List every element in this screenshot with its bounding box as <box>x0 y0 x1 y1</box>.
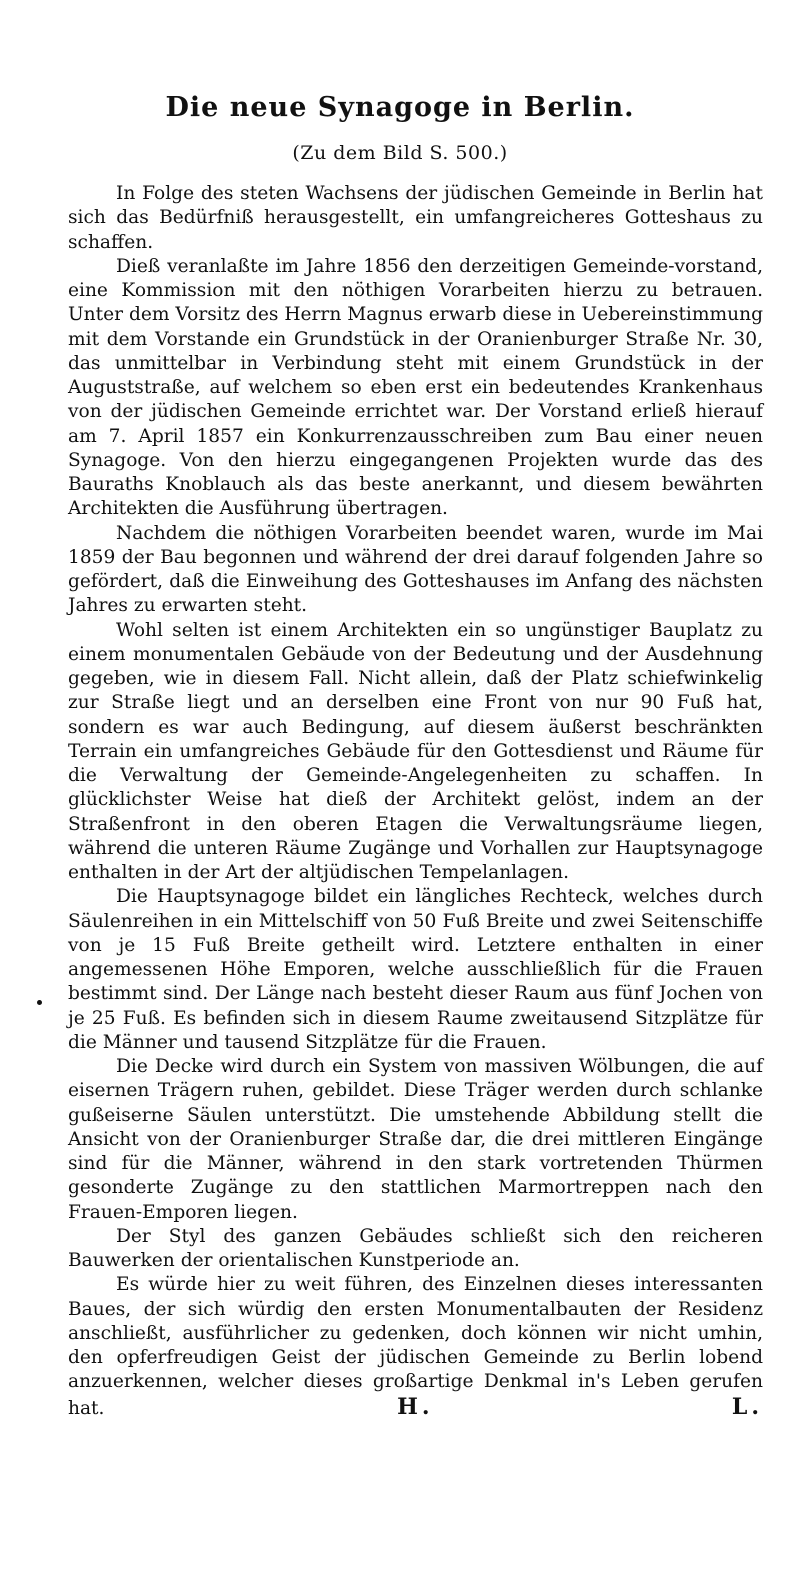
article-subtitle: (Zu dem Bild S. 500.) <box>292 142 508 164</box>
article-body <box>68 182 763 1421</box>
final-paragraph <box>68 1273 763 1421</box>
paragraph: Die Hauptsynagoge bildet ein längliches Rechteck, welches durch Säulenreihen in ein Mittelschiff von 50 Fuß Breite und zwei Seitenschiffe von je 15 Fuß Breite getheilt wird. Letztere enthalten in einer angemessenen Höhe Emporen, welche ausschließlich für die Frauen bestimmt sind. Der Länge nach besteht dieser Raum aus fünf Jochen von je 25 Fuß. Es befinden sich in diesem Raume zweitausend Sitzplätze für die Männer und tausend Sitzplätze für die Frauen. <box>68 886 763 1053</box>
paragraph: Nachdem die nöthigen Vorarbeiten beendet waren, wurde im Mai 1859 der Bau begonnen und während der drei darauf folgenden Jahre so gefördert, daß die Einweihung des Gotteshauses im Anfang des nächsten Jahres zu erwarten steht. <box>68 522 763 617</box>
paragraph-text: Es würde hier zu weit führen, des Einzelnen dieses interessanten Baues, der sich würdig den ersten Monumentalbauten der Residenz anschließt, ausführlicher zu gedenken, doch können wir nicht umhin, den opferfreudigen Geist der jüdischen Gemeinde zu Berlin lobend anzuerkennen, welcher dieses großartige Denkmal in's Leben gerufen hat. <box>68 1274 763 1419</box>
paragraph: Der Styl des ganzen Gebäudes schließt sich den reicheren Bauwerken der orientalischen Kunstperiode an. <box>68 1225 763 1271</box>
paragraph: In Folge des steten Wachsens der jüdischen Gemeinde in Berlin hat sich das Bedürfniß herausgestellt, ein umfangreicheres Gotteshaus zu schaffen. <box>68 183 763 253</box>
ink-speck <box>37 1000 42 1005</box>
paragraph: Die Decke wird durch ein System von massiven Wölbungen, die auf eisernen Trägern ruhen, gebildet. Diese Träger werden durch schlanke gußeiserne Säulen unterstützt. Die umstehende Abbildung stellt die Ansicht von der Oranienburger Straße dar, die drei mittleren Eingänge sind für die Männer, während in den stark vortretenden Thürmen gesonderte Zugänge zu den stattlichen Marmortreppen nach den Frauen-Emporen liegen. <box>68 1056 763 1223</box>
paragraph: Wohl selten ist einem Architekten ein so ungünstiger Bauplatz zu einem monumentalen Gebäude von der Bedeutung und der Ausdehnung gegeben, wie in diesem Fall. Nicht allein, daß der Platz schiefwinkelig zur Straße liegt und an derselben eine Front von nur 90 Fuß hat, sondern es war auch Bedingung, auf diesem äußerst beschränkten Terrain ein umfangreiches Gebäude für den Gottesdienst und Räume für die Verwaltung der Gemeinde-Angelegenheiten zu schaffen. In glücklichster Weise hat dieß der Architekt gelöst, indem an der Straßenfront in den oberen Etagen die Verwaltungsräume liegen, während die unteren Räume Zugänge und Vorhallen zur Hauptsynagoge enthalten in der Art der altjüdischen Tempelanlagen. <box>68 619 763 883</box>
article-title: Die neue Synagoge in Berlin. <box>165 92 635 123</box>
paragraph: Dieß veranlaßte im Jahre 1856 den derzeitigen Gemeinde-vorstand, eine Kommission mit den nöthigen Vorarbeiten hierzu zu betrauen. Unter dem Vorsitz des Herrn Magnus erwarb diese in Uebereinstimmung mit dem Vorstande ein Grundstück in der Oranienburger Straße Nr. 30, das unmittelbar in Verbindung steht mit einem Grundstück in der Auguststraße, auf welchem so eben erst ein bedeutendes Krankenhaus von der jüdischen Gemeinde errichtet war. Der Vorstand erließ hierauf am 7. April 1857 ein Konkurrenzausschreiben zum Bau einer neuen Synagoge. Von den hierzu eingegangenen Projekten wurde das des Bauraths Knoblauch als das beste anerkannt, und diesem bewährten Architekten die Ausführung übertragen. <box>68 255 763 520</box>
author-signature: H. L. <box>397 1393 763 1420</box>
